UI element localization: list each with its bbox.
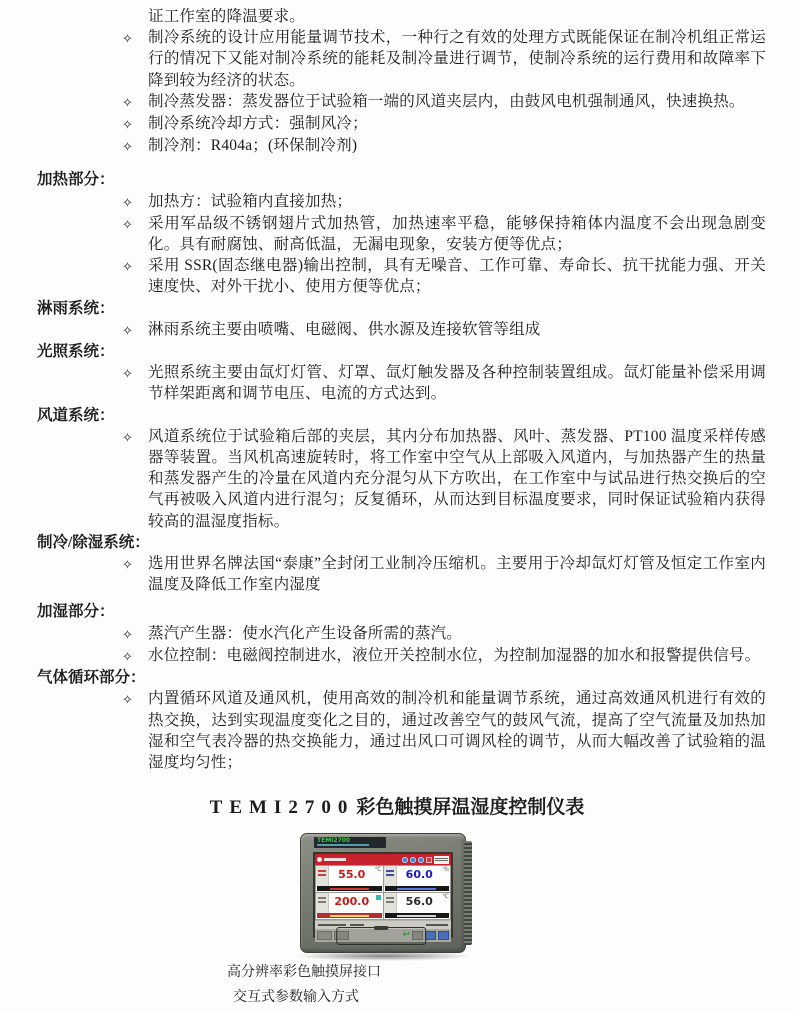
- screen-header-bar: [315, 854, 451, 865]
- section-humidify: [0, 601, 794, 667]
- diamond-bullet-icon: ✧: [122, 366, 134, 382]
- diamond-bullet-icon: ✧: [122, 648, 134, 664]
- intro-bullet-list: [0, 27, 794, 157]
- bullet-text: 制冷蒸发器：蒸发器位于试验箱一端的风道夹层内，由鼓风电机强制通风，快速换热。: [148, 92, 745, 110]
- softkey-button: [317, 931, 332, 940]
- cyan-indicator-icon: [376, 895, 381, 900]
- diamond-bullet-icon: ✧: [122, 259, 134, 275]
- section-heading: 风道系统：: [37, 406, 115, 424]
- blue-circle-icon: [418, 857, 424, 863]
- reading-unit: ℃: [374, 866, 382, 874]
- bullet-item: [122, 91, 794, 113]
- section-heading: 加湿部分：: [37, 603, 115, 621]
- bullet-item: [122, 426, 794, 532]
- bullet-item: [122, 135, 794, 157]
- cell-status-bar: [385, 886, 450, 891]
- bullet-text: 选用世界名牌法国“泰康”全封闭工业制冷压缩机。主要用于冷却氙灯灯管及恒定工作室内温度及降低工作室内湿度: [148, 555, 766, 594]
- bullet-text: 采用军品级不锈钢翅片式加热管，加热速率平稳，能够保持箱体内温度不会出现急剧变化。具有耐腐蚀、耐高低温，无漏电现象，安装方便等优点；: [148, 214, 766, 254]
- section-heading: 光照系统：: [37, 343, 115, 361]
- section-heading: 加热部分：: [37, 171, 115, 189]
- reading-value: 56.0: [405, 895, 433, 909]
- app-icon: [317, 857, 322, 862]
- bullet-item: [122, 645, 794, 667]
- cell-status-bar: [317, 886, 382, 891]
- bullet-text: 蒸汽产生器：使水汽化产生设备所需的蒸汽。: [148, 624, 463, 642]
- reading-unit: ℃: [442, 893, 449, 901]
- diamond-bullet-icon: ✧: [122, 31, 134, 47]
- datetime-box: [434, 856, 449, 864]
- bullet-text: 水位控制：电磁阀控制进水，液位开关控制水位，为控制加湿器的加水和报警提供信号。: [148, 646, 761, 664]
- reading-value: 60.0: [405, 868, 433, 882]
- blue-circle-icon: [410, 857, 416, 863]
- bullet-text: 制冷系统冷却方式：强制风冷；: [148, 115, 368, 133]
- bullet-text: 光照系统主要由氙灯灯管、灯罩、氙灯触发器及各种控制装置组成。氙灯能量补偿采用调节样架距离和调节电压、电流的方式达到。: [148, 364, 766, 403]
- slot-tab: [374, 926, 388, 930]
- red-alarm-icon: [426, 857, 432, 863]
- bullet-text: 淋雨系统主要由喷嘴、电磁阀、供水源及连接软管等组成: [148, 320, 541, 338]
- bullet-item: [122, 688, 794, 773]
- device-brand-label: TEMI2700: [317, 837, 351, 845]
- cell-label-column: [316, 866, 329, 886]
- screen-title-placeholder: [324, 858, 346, 861]
- reading-cell-secondary-temperature: [384, 893, 451, 919]
- section-heading: 淋雨系统：: [37, 299, 115, 317]
- diamond-bullet-icon: ✧: [122, 692, 134, 708]
- bullet-text: 加热方：试验箱内直接加热；: [148, 192, 353, 210]
- figure-caption-line2: 交互式参数输入方式: [233, 990, 359, 1006]
- cell-status-bar: [385, 913, 450, 918]
- bullet-item: [122, 213, 794, 255]
- diamond-bullet-icon: ✧: [122, 117, 134, 133]
- bullet-text: 内置循环风道及通风机，使用高效的制冷机和能量调节系统，通过高效通风机进行有效的热交换，达到实现温度变化之目的，通过改善空气的鼓风气流，提高了空气流量及加热加湿和空气表冷器的热交换能力，通过出风口可调风栓的调节，从而大幅改善了试验箱的温湿度均匀性；: [148, 690, 766, 771]
- bullet-item: [122, 362, 794, 404]
- header-icon-group: [402, 856, 449, 864]
- bullet-item: [122, 553, 794, 595]
- softkey-button: [425, 931, 436, 940]
- controller-photo: [300, 833, 472, 955]
- figure-title: [0, 795, 794, 821]
- bullet-item: [122, 623, 794, 645]
- bullet-item: [122, 319, 794, 341]
- section-rain: [0, 298, 794, 341]
- section-refrigeration-dehumidify: [0, 532, 794, 596]
- diamond-bullet-icon: ✧: [122, 557, 134, 573]
- bullet-item: [122, 191, 794, 213]
- diamond-bullet-icon: ✧: [122, 322, 134, 338]
- section-airduct: [0, 405, 794, 532]
- reading-value: 200.0: [334, 895, 370, 909]
- section-heading: 制冷/除湿系统：: [37, 533, 150, 551]
- bullet-text: 风道系统位于试验箱后部的夹层，其内分布加热器、风叶、蒸发器、PT100 温度采样传感器等装置。当风机高速旋转时，将工作室中空气从上部吸入风道内，与加热器产生的热量和蒸发器产生的冷量在风道内充分混匀从下方吹出，在工作室中与试品进行热交换后的空气再被吸入风道内进行混匀；反复循环，从而达到目标温度要求，同时保证试验箱内获得较高的温湿度指标。: [148, 427, 766, 530]
- cell-status-bar: [317, 913, 382, 918]
- device-brand-subtitle-bar: [317, 844, 369, 846]
- cell-label-column: [384, 866, 397, 886]
- cell-label-column: [316, 893, 329, 913]
- diamond-bullet-icon: ✧: [122, 626, 134, 642]
- reading-grid: [315, 865, 451, 920]
- bullet-text: 制冷剂：R404a；(环保制冷剂): [148, 137, 358, 155]
- reading-cell-humidity: [384, 866, 451, 892]
- intro-continuation-line: 证工作室的降温要求。: [148, 8, 306, 25]
- bullet-item: [122, 255, 794, 297]
- device-brand-strip: [314, 837, 386, 848]
- return-arrow-icon: ↩: [402, 930, 410, 941]
- bullet-text: 采用 SSR(固态继电器)输出控制，具有无噪音、工作可靠、寿命长、抗干扰能力强、开关速度快、对外干扰小、使用方便等优点；: [148, 257, 766, 296]
- reading-unit: %: [443, 866, 449, 874]
- bullet-item: [122, 113, 794, 135]
- reading-cell-setvalue: [316, 893, 383, 919]
- section-gas-circulation: [0, 667, 794, 773]
- section-heading: 气体循环部分：: [37, 669, 146, 687]
- mount-slot: [336, 927, 426, 945]
- blue-circle-icon: [402, 857, 408, 863]
- bullet-item: [122, 27, 794, 91]
- cell-label-column: [384, 893, 397, 913]
- softkey-button: [438, 931, 449, 940]
- reading-value: 55.0: [338, 868, 366, 882]
- diamond-bullet-icon: ✧: [122, 216, 134, 232]
- figure-caption-line1: 高分辨率彩色触摸屏接口: [227, 965, 381, 981]
- diamond-bullet-icon: ✧: [122, 429, 134, 445]
- figure-title-text: 彩色触摸屏温湿度控制仪表: [356, 797, 585, 819]
- figure-title-model: TEMI2700: [209, 797, 355, 819]
- section-heating: [0, 169, 794, 297]
- diamond-bullet-icon: ✧: [122, 94, 134, 110]
- heatsink-ribbed-edge: [464, 841, 472, 945]
- section-lighting: [0, 341, 794, 405]
- diamond-bullet-icon: ✧: [122, 139, 134, 155]
- device-bezel: [300, 833, 466, 953]
- bullet-text: 制冷系统的设计应用能量调节技术，一种行之有效的处理方式既能保证在制冷机组正常运行的情况下又能对制冷系统的能耗及制冷量进行调节，使制冷系统的运行费用和故障率下降到较为经济的状态。: [148, 29, 766, 89]
- diamond-bullet-icon: ✧: [122, 194, 134, 210]
- reading-cell-temperature: [316, 866, 383, 892]
